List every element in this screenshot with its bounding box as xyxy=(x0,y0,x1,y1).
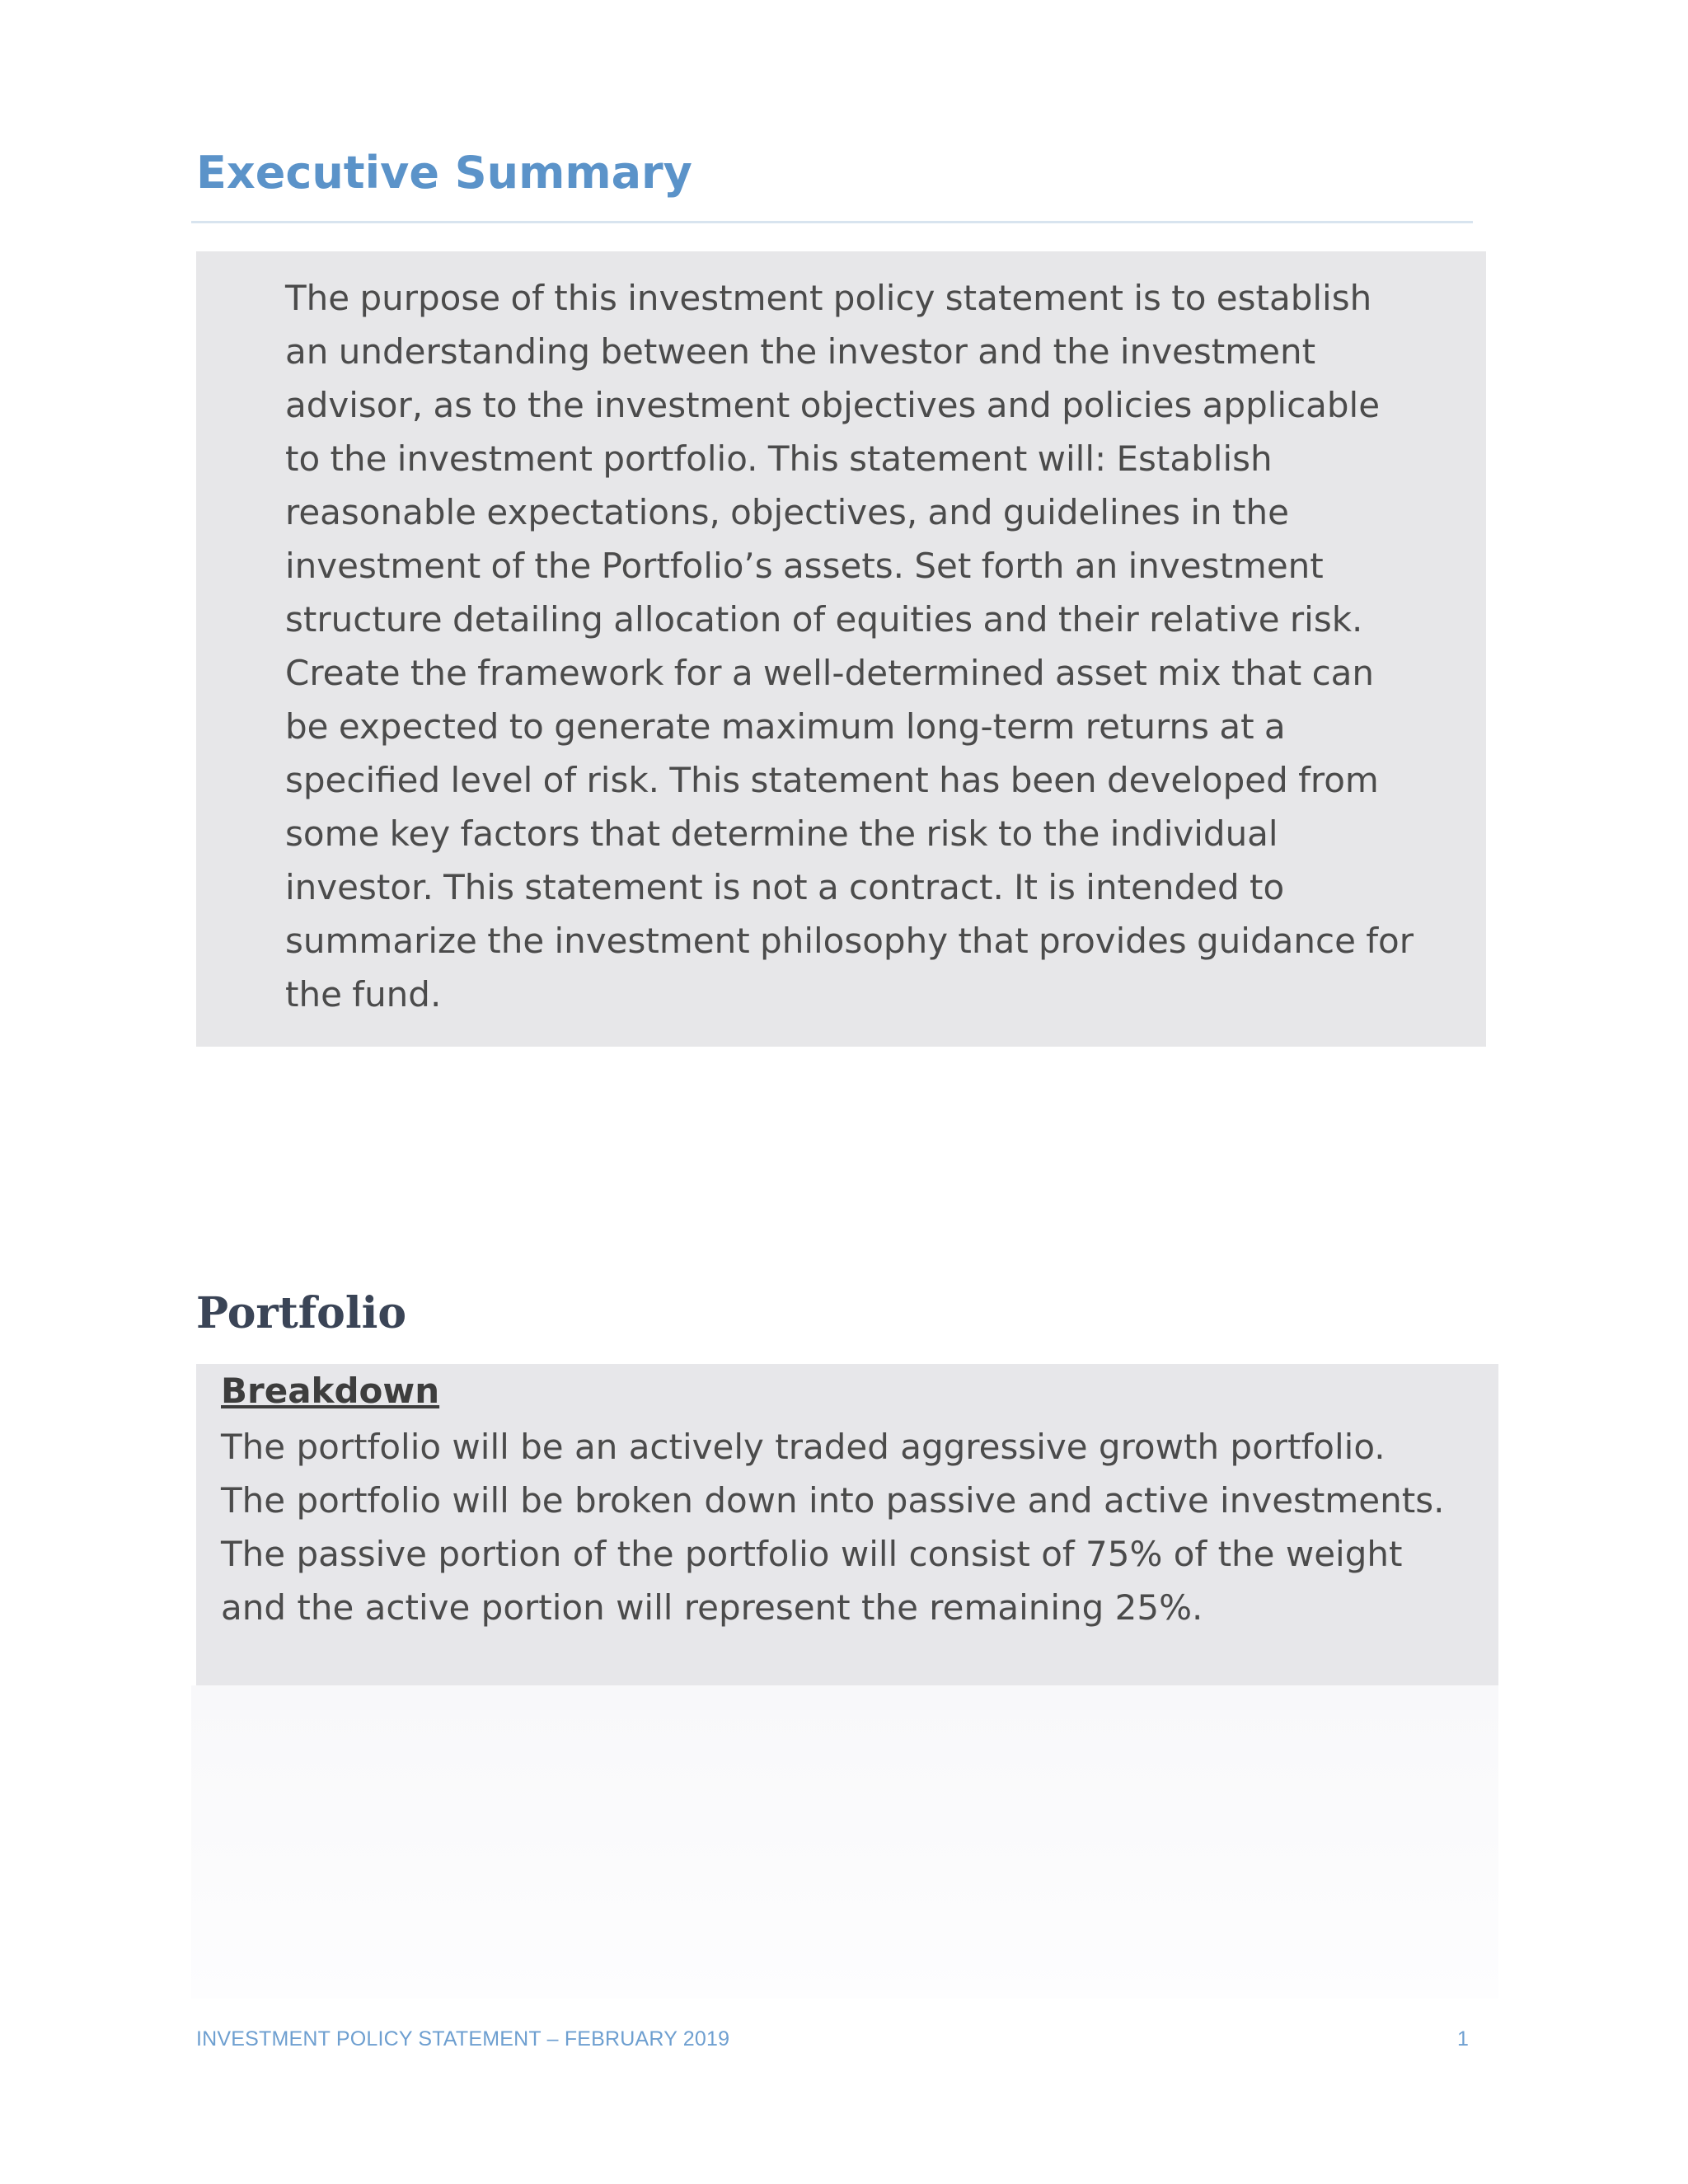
portfolio-title: Portfolio xyxy=(196,1288,407,1338)
breakdown-text: The portfolio will be an actively traded aggressive growth portfolio. The portfolio will be broken down into passive and active investments. The passive portion of the portfolio will consist of 75% of the weight and the active portion will represent the remaining 25%. xyxy=(221,1427,1467,1628)
executive-summary-title: Executive Summary xyxy=(196,147,692,199)
executive-summary-box xyxy=(196,251,1486,1047)
breakdown-heading: Breakdown xyxy=(221,1371,440,1411)
portfolio-breakdown-box xyxy=(196,1364,1498,1685)
footer-page-number: 1 xyxy=(1457,2027,1469,2050)
blank-content-area xyxy=(191,1685,1498,1999)
footer-document-label: INVESTMENT POLICY STATEMENT – FEBRUARY 2019 xyxy=(196,2027,730,2050)
executive-summary-divider xyxy=(191,221,1473,223)
executive-summary-text: The purpose of this investment policy statement is to establish an understanding between the investor and the investment advisor, as to the investment objectives and policies applicable to the investment portfolio. This statement will: Establish reasonable expectations, objectives, and guidelines in the investment of the Portfolio’s assets. Set forth an investment structure detailing allocation of equities and their relative risk. Create the framework for a well-determined asset mix that can be expected to generate maximum long-term returns at a specified level of risk. This statement has been developed from some key factors that determine the risk to the individual investor. This statement is not a contract. It is intended to summarize the investment philosophy that provides guidance for the fund. xyxy=(285,278,1414,1015)
